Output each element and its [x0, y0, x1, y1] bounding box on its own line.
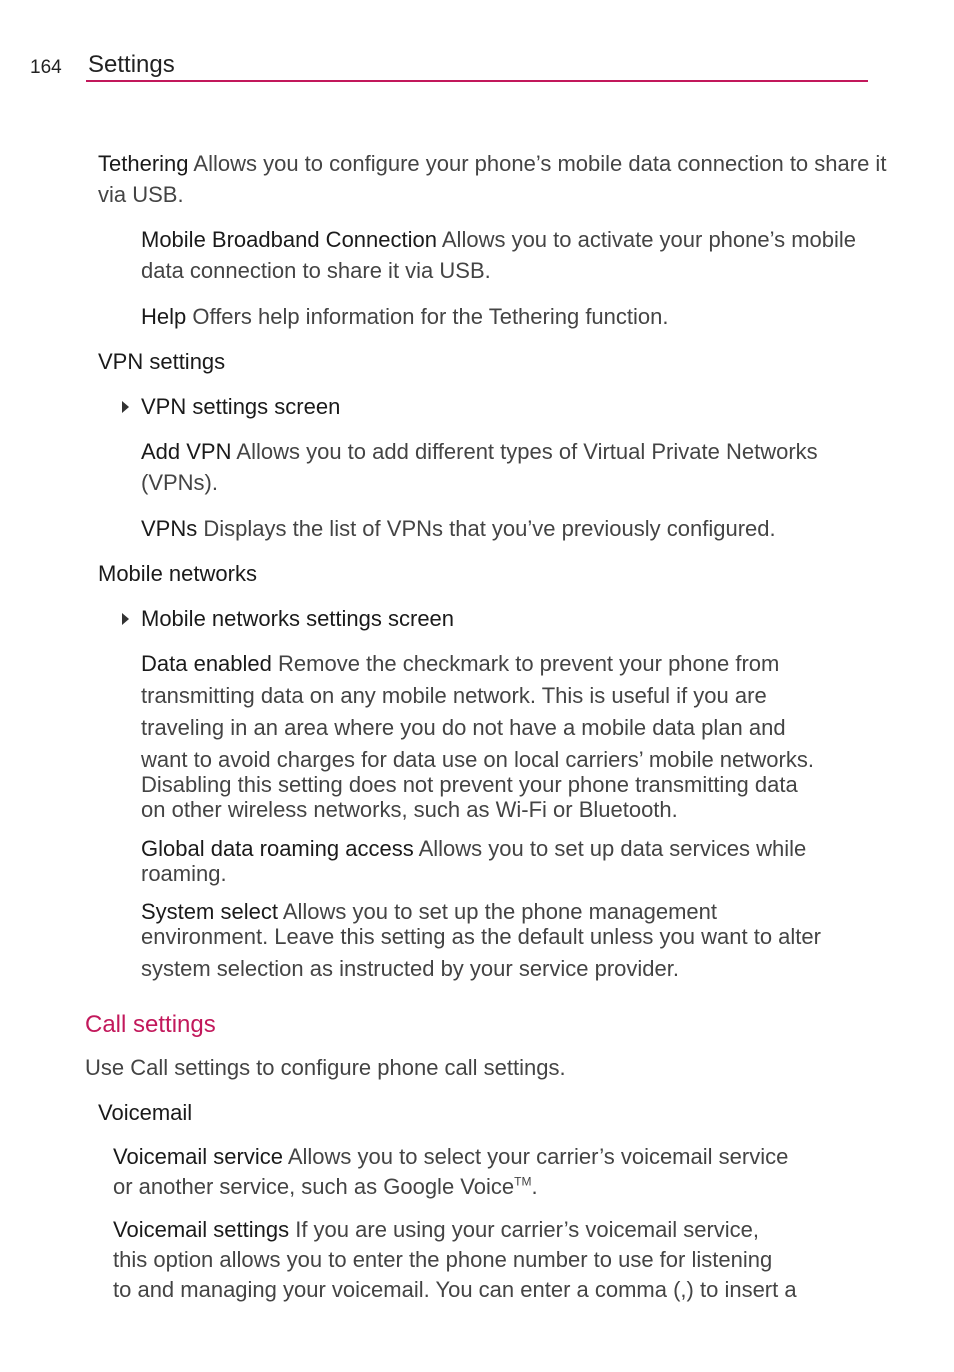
add-vpn-desc: Allows you to add different types of Virtual Private Networks (VPNs).: [141, 439, 818, 495]
global-roaming-term: Global data roaming access: [141, 836, 414, 861]
data-enabled-line-2: transmitting data on any mobile network. This is useful if you are: [141, 683, 767, 708]
vpn-screen-label: VPN settings screen: [141, 394, 341, 419]
voicemail-settings-line-2: this option allows you to enter the phone number to use for listening: [113, 1247, 773, 1272]
data-enabled-line-3: traveling in an area where you do not have a mobile data plan and: [141, 715, 786, 740]
global-roaming-desc: Allows you to set up data services while: [413, 836, 807, 861]
data-enabled-line-6: on other wireless networks, such as Wi-Fi or Bluetooth.: [141, 797, 678, 822]
tethering-entry: [98, 148, 888, 210]
page-header-title: Settings: [88, 51, 175, 78]
system-select-desc: Allows you to set up the phone management: [277, 899, 718, 924]
data-enabled-line-5: Disabling this setting does not prevent your phone transmitting data: [141, 772, 798, 797]
data-enabled-line-4: want to avoid charges for data use on local carriers’ mobile networks.: [141, 747, 814, 772]
header-divider: [86, 80, 868, 82]
vpns-term: VPNs: [141, 516, 198, 541]
add-vpn-entry: [141, 436, 881, 498]
data-enabled-line-1: [141, 648, 779, 679]
system-select-term: System select: [141, 899, 278, 924]
voicemail-service-term: Voicemail service: [113, 1144, 283, 1169]
voicemail-service-desc-2: or another service, such as Google Voice: [113, 1174, 515, 1199]
voicemail-settings-desc: If you are using your carrier’s voicemail service,: [289, 1217, 760, 1242]
voicemail-service-period: .: [531, 1174, 538, 1199]
add-vpn-term: Add VPN: [141, 439, 232, 464]
vpn-heading: VPN settings: [98, 349, 226, 374]
global-roaming-line-2: roaming.: [141, 861, 227, 886]
mbc-desc: Allows you to activate your phone’s mobile data connection to share it via USB.: [141, 227, 857, 283]
help-desc: Offers help information for the Tethering function.: [186, 304, 669, 329]
vpns-desc: Displays the list of VPNs that you’ve previously configured.: [197, 516, 776, 541]
call-settings-title: Call settings: [85, 1011, 216, 1038]
tethering-term: Tethering: [98, 151, 189, 176]
vpns-entry: [141, 513, 881, 544]
trademark-mark: TM: [514, 1174, 532, 1189]
mobile-screen-label: Mobile networks settings screen: [141, 606, 455, 631]
data-enabled-term: Data enabled: [141, 651, 272, 676]
tethering-desc: Allows you to configure your phone’s mobile data connection to share it via USB.: [98, 151, 887, 207]
voicemail-heading: Voicemail: [98, 1100, 193, 1125]
mbc-entry: [141, 224, 881, 286]
voicemail-service-line-2: [113, 1171, 538, 1202]
data-enabled-desc: Remove the checkmark to prevent your phone from: [271, 651, 780, 676]
mbc-term: Mobile Broadband Connection: [141, 227, 437, 252]
triangle-bullet-icon: [122, 401, 129, 413]
global-roaming-line-1: [141, 833, 806, 864]
voicemail-settings-line-3: to and managing your voicemail. You can enter a comma (,) to insert a: [113, 1277, 797, 1302]
voicemail-service-line-1: [113, 1141, 788, 1172]
triangle-bullet-icon: [122, 613, 129, 625]
system-select-line-2: environment. Leave this setting as the default unless you want to alter: [141, 924, 821, 949]
help-entry: [141, 301, 881, 332]
voicemail-settings-line-1: [113, 1214, 759, 1245]
voicemail-settings-term: Voicemail settings: [113, 1217, 290, 1242]
mobile-networks-heading: Mobile networks: [98, 561, 257, 586]
voicemail-service-desc: Allows you to select your carrier’s voicemail service: [282, 1144, 789, 1169]
page-number: 164: [30, 57, 62, 78]
call-settings-intro: Use Call settings to configure phone call settings.: [85, 1055, 566, 1080]
system-select-line-3: system selection as instructed by your service provider.: [141, 956, 680, 981]
help-term: Help: [141, 304, 187, 329]
